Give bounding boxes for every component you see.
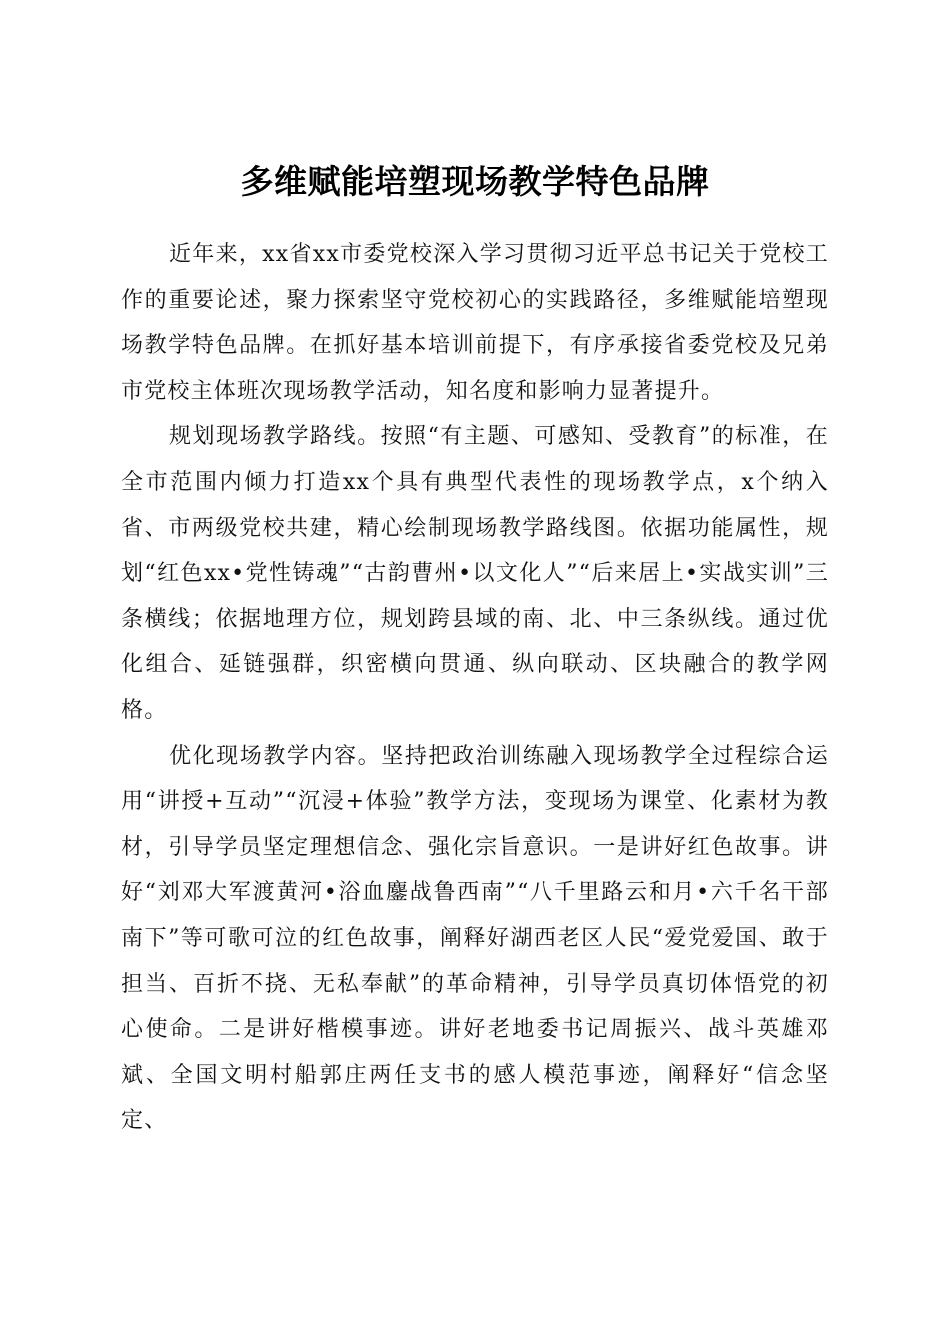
paragraph-intro: 近年来，xx省xx市委党校深入学习贯彻习近平总书记关于党校工作的重要论述，聚力探索坚守党校初心的实践路径，多维赋能培塑现场教学特色品牌。在抓好基本培训前提下，有序承接省委党校及兄弟市党校主体班次现场教学活动，知名度和影响力显著提升。 <box>121 242 829 404</box>
paragraph-teaching-routes: 规划现场教学路线。按照“有主题、可感知、受教育”的标准，在全市范围内倾力打造xx个具有典型代表性的现场教学点，x个纳入省、市两级党校共建，精心绘制现场教学路线图。依据功能属性，规划“红色xx•党性铸魂”“古韵曹州•以文化人”“后来居上•实战实训”三条横线；依据地理方位，规划跨县域的南、北、中三条纵线。通过优化组合、延链强群，织密横向贯通、纵向联动、区块融合的教学网格。 <box>121 424 829 723</box>
document-body <box>121 232 829 1144</box>
document-title: 多维赋能培塑现场教学特色品牌 <box>240 162 710 202</box>
paragraph-teaching-content: 优化现场教学内容。坚持把政治训练融入现场教学全过程综合运用“讲授+互动”“沉浸+体验”教学方法，变现场为课堂、化素材为教材，引导学员坚定理想信念、强化宗旨意识。一是讲好红色故事。讲好“刘邓大军渡黄河•浴血鏖战鲁西南”“八千里路云和月•六千名干部南下”等可歌可泣的红色故事，阐释好湖西老区人民“爱党爱国、敢于担当、百折不挠、无私奉献”的革命精神，引导学员真切体悟党的初心使命。二是讲好楷模事迹。讲好老地委书记周振兴、战斗英雄邓斌、全国文明村船郭庄两任支书的感人模范事迹，阐释好“信念坚定、 <box>121 743 829 1134</box>
